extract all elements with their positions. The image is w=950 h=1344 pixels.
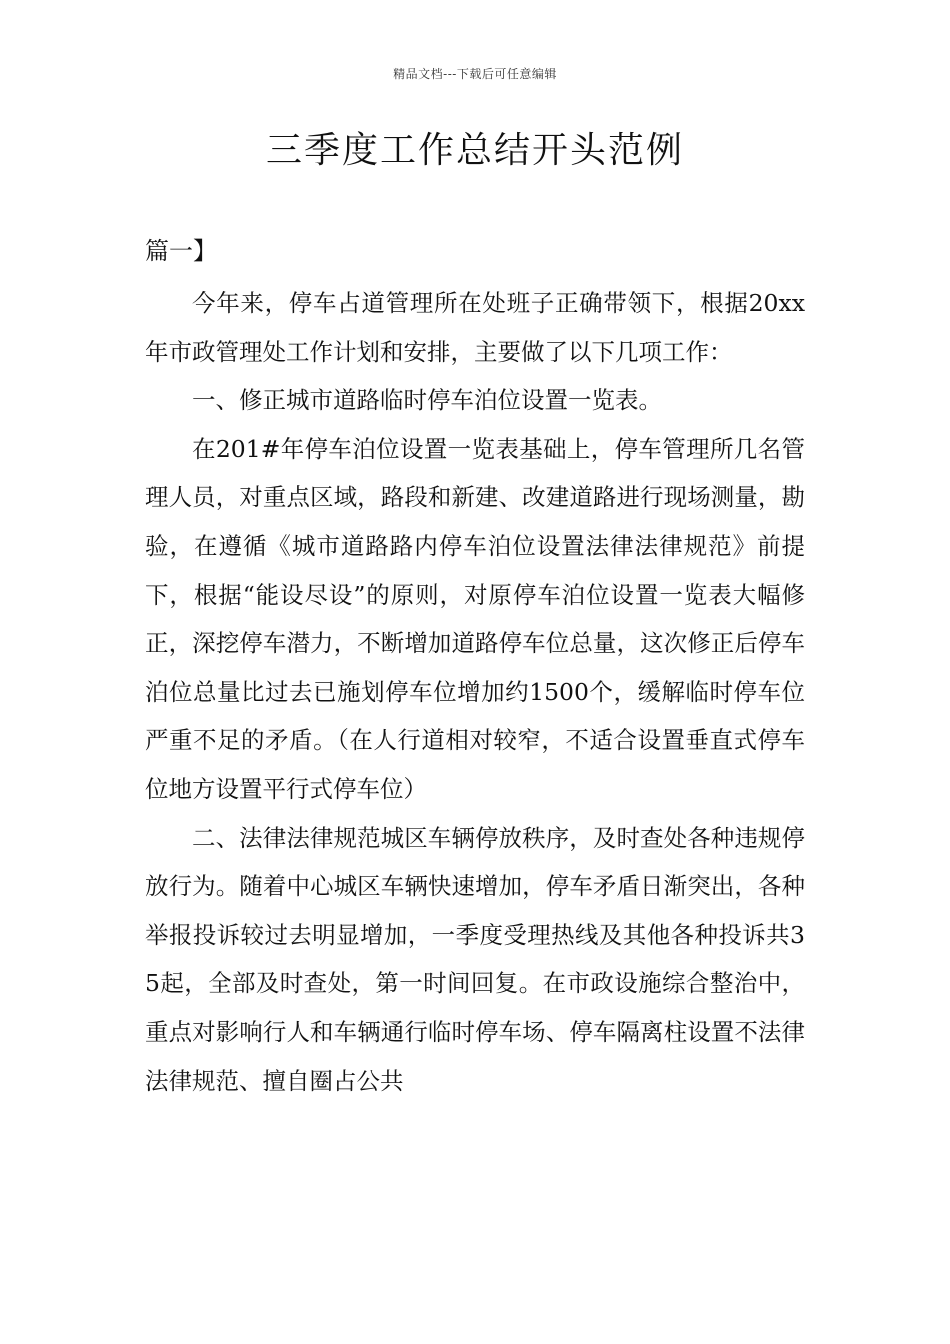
page-header: 精品文档---下载后可任意编辑 [393,67,557,81]
section-label: 篇一】 [145,237,217,265]
paragraph-item-one-body: 在201#年停车泊位设置一览表基础上，停车管理所几名管理人员，对重点区域，路段和新建、改建道路进行现场测量，勘验，在遵循《城市道路路内停车泊位设置法律法律规范》前提下，根据“能设尽设”的原则，对原停车泊位设置一览表大幅修正，深挖停车潜力，不断增加道路停车位总量，这次修正后停车泊位总量比过去已施划停车位增加约1500个，缓解临时停车位严重不足的矛盾。（在人行道相对较窄，不适合设置垂直式停车位地方设置平行式停车位） [145,434,805,803]
paragraph-intro: 今年来，停车占道管理所在处班子正确带领下，根据20xx年市政管理处工作计划和安排，主要做了以下几项工作： [145,289,805,366]
paragraph-item-one-heading: 一、修正城市道路临时停车泊位设置一览表。 [192,386,662,415]
document-body [145,279,805,1105]
paragraph-item-two: 二、法律法律规范城区车辆停放秩序，及时查处各种违规停放行为。随着中心城区车辆快速增加，停车矛盾日渐突出，各种举报投诉较过去明显增加，一季度受理热线及其他各种投诉共35起，全部及时查处，第一时间回复。在市政设施综合整治中，重点对影响行人和车辆通行临时停车场、停车隔离柱设置不法律法律规范、擅自圈占公共 [145,823,805,1095]
document-title: 三季度工作总结开头范例 [265,130,684,171]
